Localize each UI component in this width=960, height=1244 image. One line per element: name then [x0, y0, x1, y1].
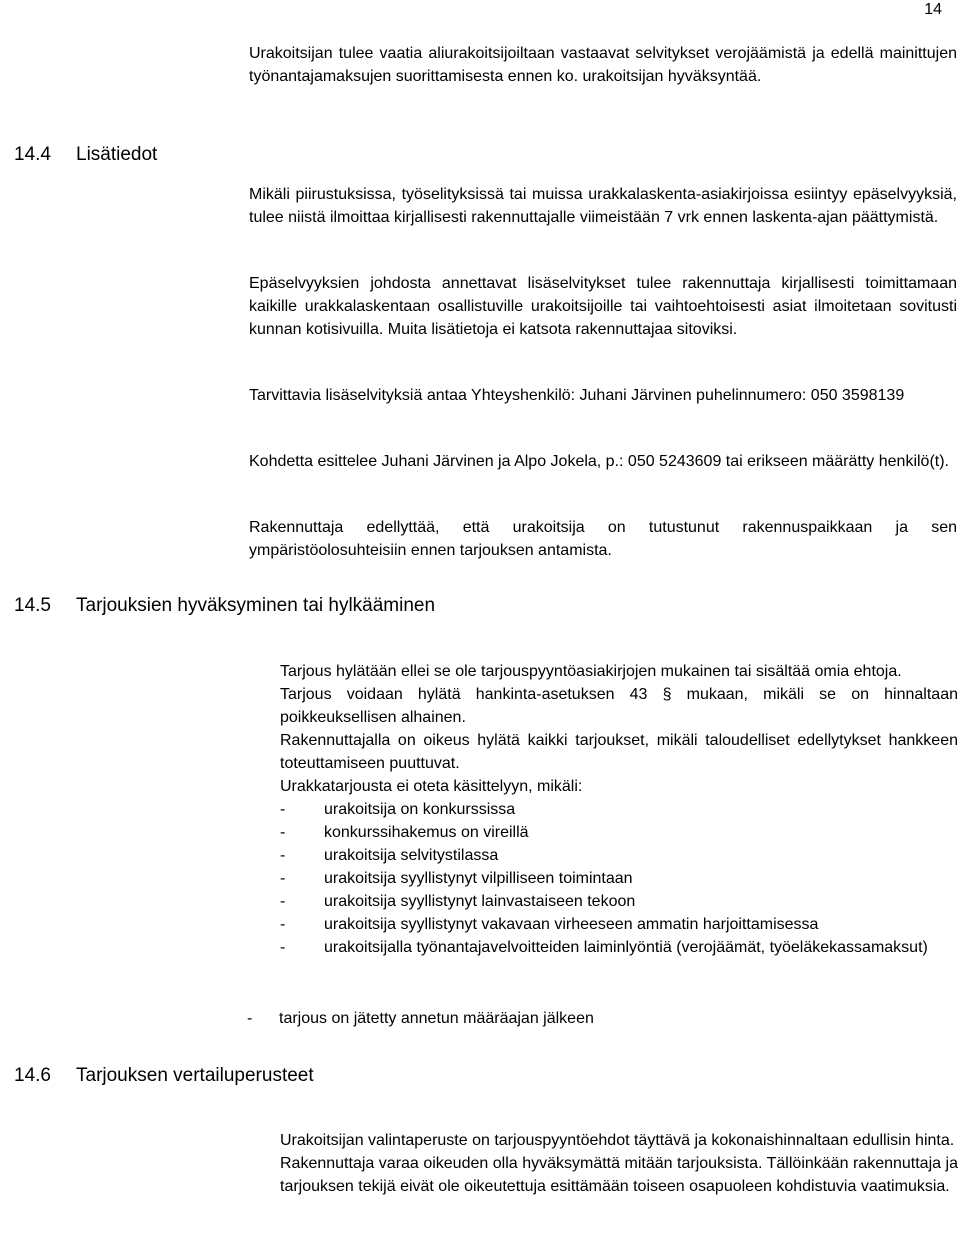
paragraph: Epäselvyyksien johdosta annettavat lisäselvitykset tulee rakennuttaja kirjallisesti toimittamaan kaikille urakkalaskentaan osallistuville urakoitsijoille tai vaihtoehtoisesti asiat ilmoitetaan sovitusti kunnan kotisivuilla. Muita lisätietoja ei katsota rakennuttajaa sitoviksi.	[249, 275, 957, 338]
paragraph: Rakennuttajalla on oikeus hylätä kaikki tarjoukset, mikäli taloudelliset edellytykset hankkeen toteuttamiseen puuttuvat.	[280, 732, 958, 772]
section-number: 14.4	[14, 144, 51, 165]
paragraph: Tarjous hylätään ellei se ole tarjouspyyntöasiakirjojen mukainen tai sisältää omia ehtoja.	[280, 663, 902, 680]
list-item: - urakoitsija syyllistynyt vilpilliseen toimintaan	[280, 867, 958, 890]
section-number: 14.6	[14, 1065, 51, 1086]
list-dash: -	[280, 870, 286, 887]
list-dash: -	[280, 939, 286, 956]
paragraph: Tarvittavia lisäselvityksiä antaa Yhteyshenkilö: Juhani Järvinen puhelinnumero: 050 3598139	[249, 387, 905, 404]
section-heading-14-4	[14, 144, 157, 166]
list-dash: -	[280, 801, 286, 818]
paragraph: Kohdetta esittelee Juhani Järvinen ja Alpo Jokela, p.: 050 5243609 tai erikseen määrätty henkilö(t).	[249, 453, 949, 470]
list-dash: -	[247, 1010, 253, 1027]
paragraph: Rakennuttaja edellyttää, että urakoitsija on tutustunut rakennuspaikkaan ja sen ympäristöolosuhteisiin ennen tarjouksen antamista.	[249, 519, 957, 559]
paragraph: Urakkatarjousta ei oteta käsittelyyn, mikäli:	[280, 778, 583, 795]
list-dash: -	[280, 916, 286, 933]
page-number: 14	[924, 1, 942, 18]
list-item: - konkurssihakemus on vireillä	[280, 821, 958, 844]
paragraph: Urakoitsijan valintaperuste on tarjouspyyntöehdot täyttävä ja kokonaishinnaltaan edullisin hinta.	[280, 1132, 955, 1149]
paragraph: Rakennuttaja varaa oikeuden olla hyväksymättä mitään tarjouksista. Tällöinkään rakennuttaja ja tarjouksen tekijä eivät ole oikeutettuja esittämään toiseen osapuoleen kohdistuvia vaatimuksia.	[280, 1155, 958, 1195]
list-dash: -	[280, 824, 286, 841]
section-heading-14-6	[14, 1065, 314, 1087]
section-heading-14-5	[14, 595, 435, 617]
section-title: Tarjouksien hyväksyminen tai hylkääminen	[76, 595, 436, 616]
list-item: - urakoitsijalla työnantajavelvoitteiden laiminlyöntiä (verojäämät, työeläkekassamaksut)	[280, 936, 958, 959]
intro-paragraph: Urakoitsijan tulee vaatia aliurakoitsijoiltaan vastaavat selvitykset verojäämistä ja edellä mainittujen työnantajamaksujen suorittamisesta ennen ko. urakoitsijan hyväksyntää.	[249, 45, 957, 85]
paragraph: Mikäli piirustuksissa, työselityksissä tai muissa urakkalaskenta-asiakirjoissa esiintyy epäselvyyksiä, tulee niistä ilmoittaa kirjallisesti rakennuttajalle viimeistään 7 vrk ennen laskenta-ajan päättymistä.	[249, 186, 957, 226]
section-title: Tarjouksen vertailuperusteet	[76, 1065, 314, 1086]
list-dash: -	[280, 847, 286, 864]
list-item: - urakoitsija syyllistynyt vakavaan virheeseen ammatin harjoittamisessa	[280, 913, 958, 936]
section-title: Lisätiedot	[76, 144, 158, 165]
rejection-section	[280, 660, 958, 959]
section-number: 14.5	[14, 595, 51, 616]
list-item: - urakoitsija syyllistynyt lainvastaiseen tekoon	[280, 890, 958, 913]
list-dash: -	[280, 893, 286, 910]
list-item-final: - tarjous on jätetty annetun määräajan jälkeen	[247, 1007, 594, 1030]
list-item: - urakoitsija selvitystilassa	[280, 844, 958, 867]
comparison-section	[280, 1129, 958, 1198]
list-item: - urakoitsija on konkurssissa	[280, 798, 958, 821]
paragraph: Tarjous voidaan hylätä hankinta-asetuksen 43 § mukaan, mikäli se on hinnaltaan poikkeuksellisen alhainen.	[280, 686, 958, 726]
